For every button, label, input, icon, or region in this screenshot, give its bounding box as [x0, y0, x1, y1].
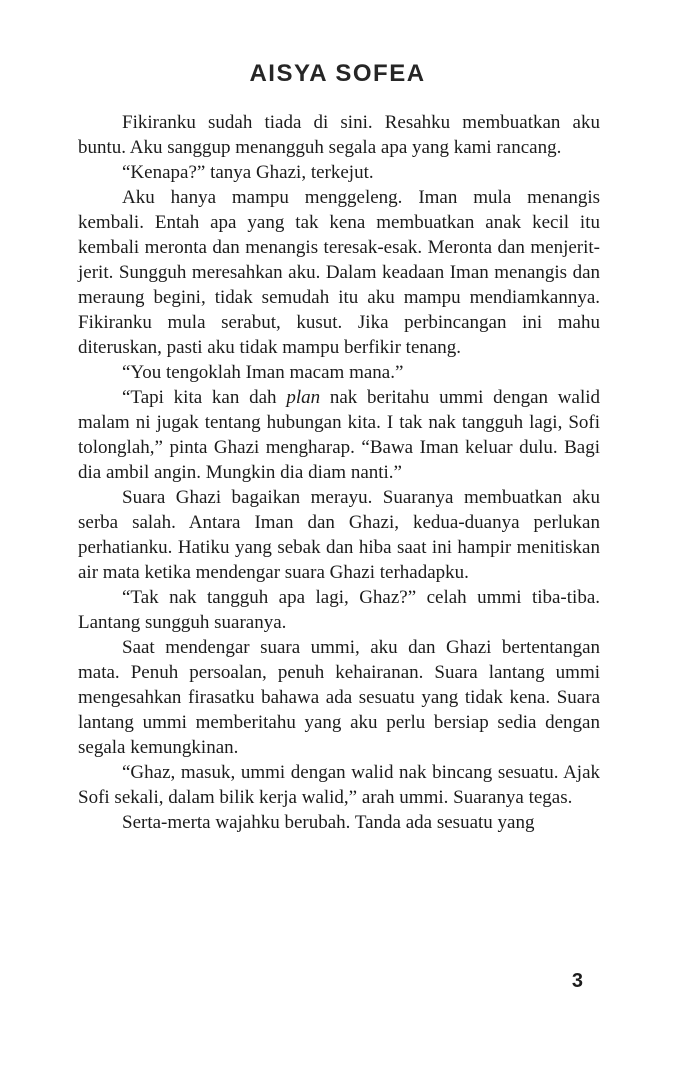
paragraph [78, 585, 600, 635]
text-run: Fikiranku sudah tiada di sini. Resahku membuatkan aku buntu. Aku sanggup menangguh segala apa yang kami rancang. [78, 112, 600, 158]
paragraph [78, 635, 600, 760]
paragraph [78, 385, 600, 485]
running-header-author: AISYA SOFEA [249, 60, 426, 87]
paragraph [78, 110, 600, 160]
paragraph [78, 360, 600, 385]
text-run: nak beritahu ummi dengan walid malam ni jugak tentang hubungan kita. I tak nak tangguh lagi, Sofi tolonglah,” pinta Ghazi mengharap. “Bawa Iman keluar dulu. Bagi dia ambil angin. Mungkin dia diam nanti.” [78, 387, 601, 483]
paragraph [78, 485, 600, 585]
paragraph [78, 160, 600, 185]
text-run: “Tak nak tangguh apa lagi, Ghaz?” celah ummi tiba-tiba. Lantang sungguh suaranya. [78, 587, 600, 633]
text-run: Saat mendengar suara ummi, aku dan Ghazi bertentangan mata. Penuh persoalan, penuh kehairanan. Suara lantang ummi mengesahkan firasatku bahawa ada sesuatu yang tidak kena. Suara lantang ummi memberitahu yang aku perlu bersiap sedia dengan segala kemungkinan. [78, 637, 600, 758]
text-run: “Ghaz, masuk, ummi dengan walid nak bincang sesuatu. Ajak Sofi sekali, dalam bilik kerja walid,” arah ummi. Suaranya tegas. [78, 762, 600, 808]
text-run: “You tengoklah Iman macam mana.” [122, 362, 404, 383]
text-run: Aku hanya mampu menggeleng. Iman mula menangis kembali. Entah apa yang tak kena membuatkan anak kecil itu kembali meronta dan menangis teresak-esak. Meronta dan menjerit-jerit. Sungguh meresahkan aku. Dalam keadaan Iman menangis dan meraung begini, tidak semudah itu aku mampu mendiamkannya. Fikiranku mula serabut, kusut. Jika perbincangan ini mahu diteruskan, pasti aku tidak mampu berfikir tenang. [78, 187, 600, 358]
text-run: Serta-merta wajahku berubah. Tanda ada sesuatu yang [122, 812, 535, 833]
text-run: Suara Ghazi bagaikan merayu. Suaranya membuatkan aku serba salah. Antara Iman dan Ghazi, kedua-duanya perlukan perhatianku. Hatiku yang sebak dan hiba saat ini hampir menitiskan air mata ketika mendengar suara Ghazi terhadapku. [78, 487, 600, 583]
paragraph [78, 185, 600, 360]
page-number: 3 [571, 970, 583, 992]
body-text [78, 110, 600, 835]
text-run: “Kenapa?” tanya Ghazi, terkejut. [122, 162, 374, 183]
italic-text-run: plan [286, 387, 321, 408]
paragraph [78, 760, 600, 810]
text-run: “Tapi kita kan dah [122, 387, 287, 408]
paragraph [78, 810, 600, 835]
